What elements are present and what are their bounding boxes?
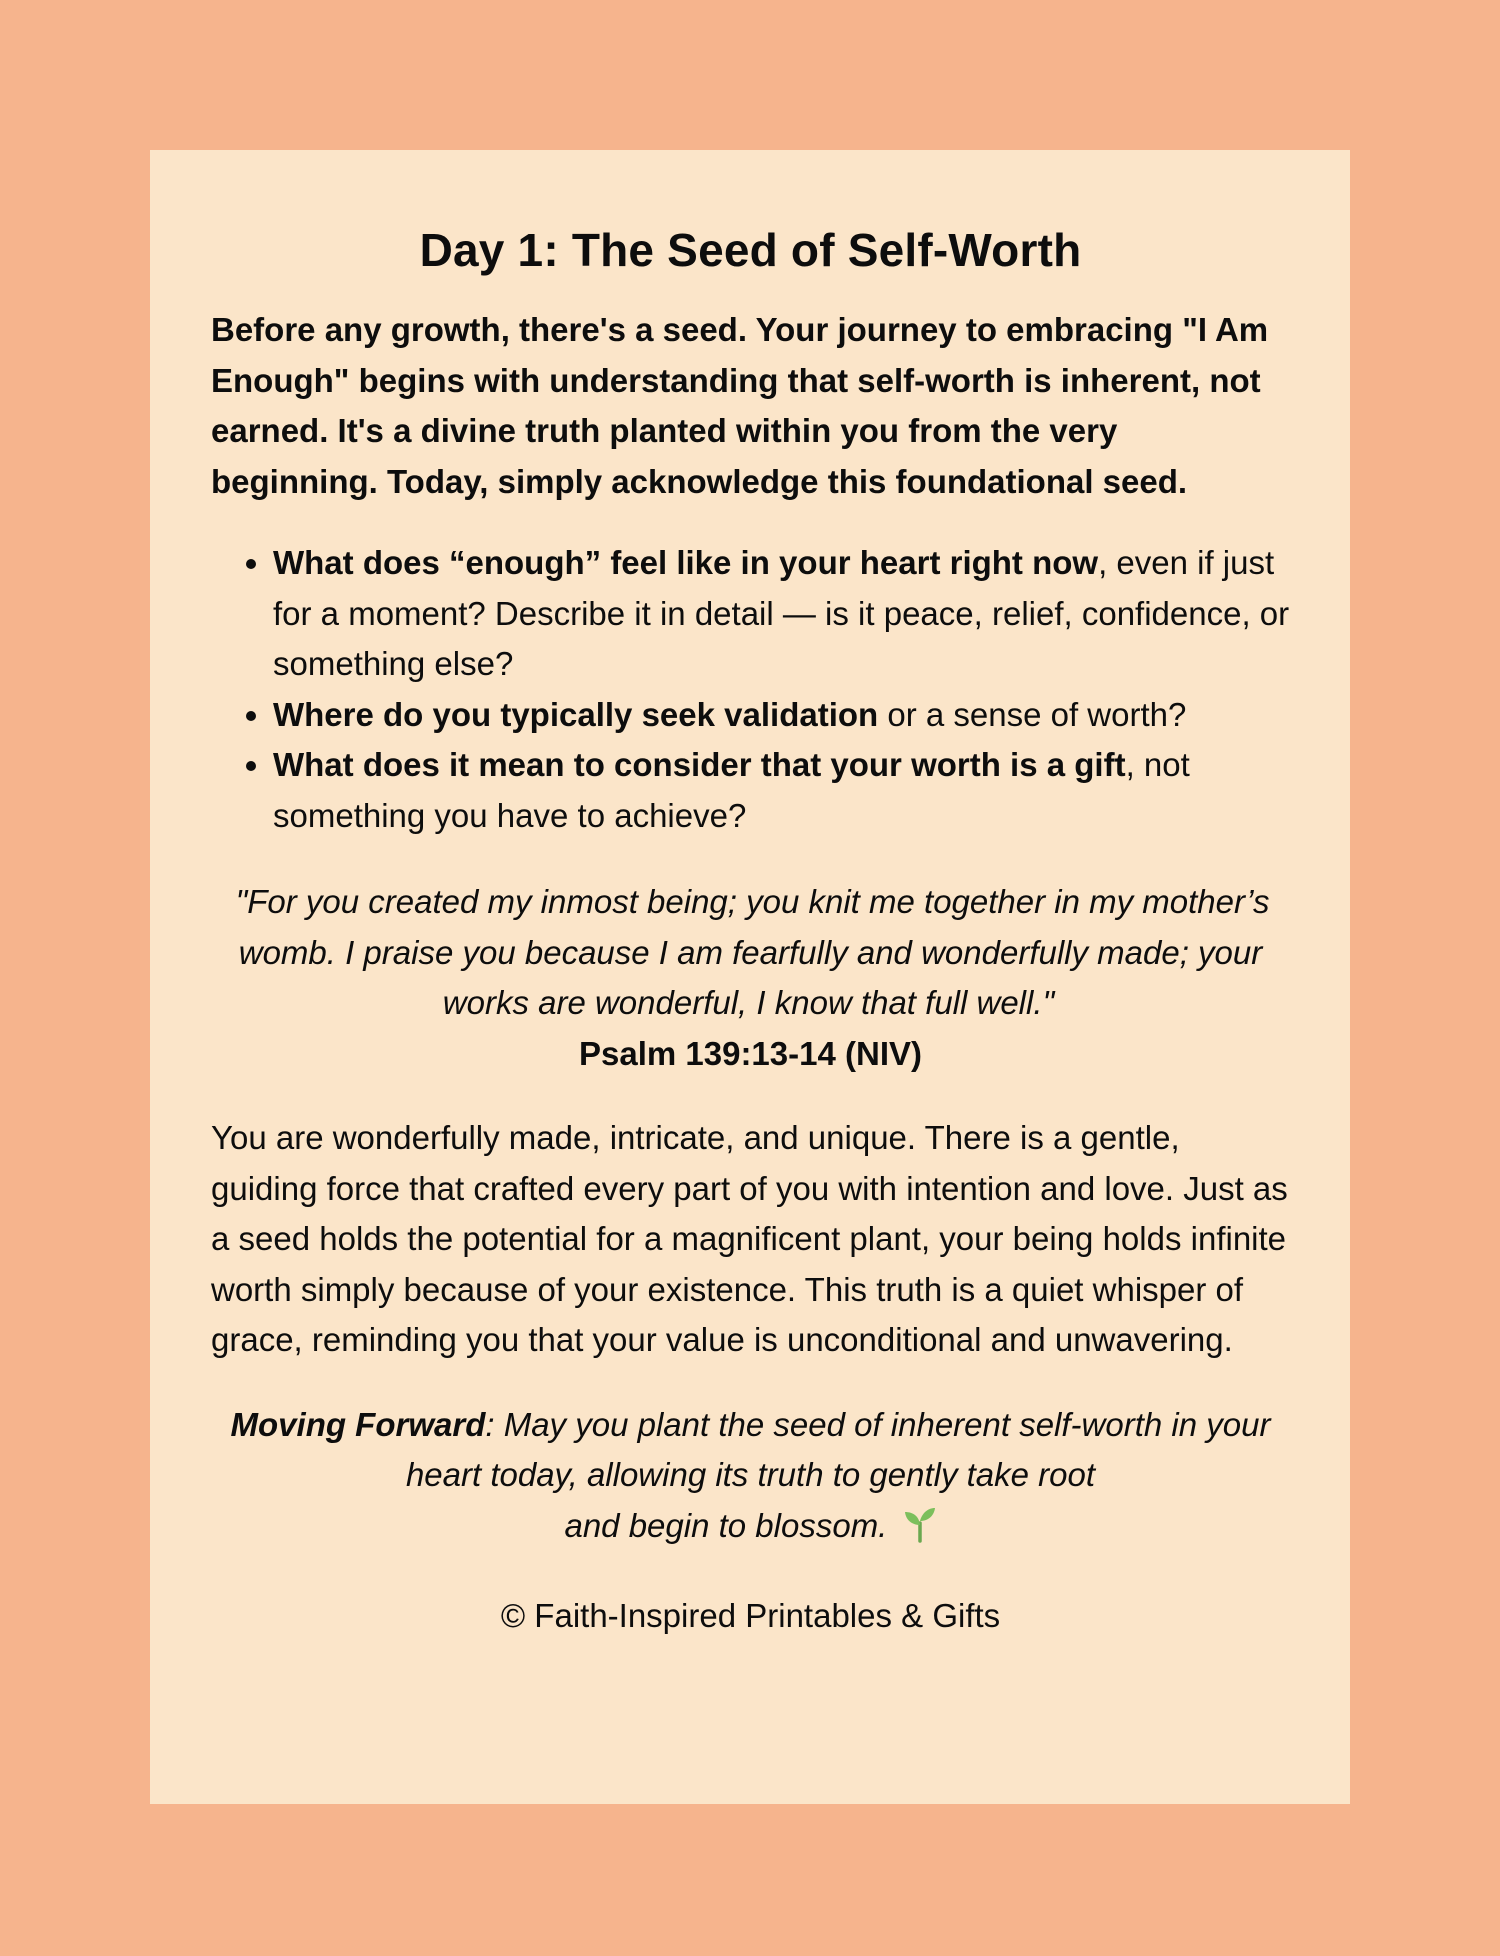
prompt-question: What does it mean to consider that your worth is a gift: [273, 746, 1126, 783]
closing-blessing: [211, 1400, 1290, 1552]
copyright-footer: © Faith-Inspired Printables & Gifts: [500, 1597, 1001, 1634]
devotional-card: [150, 150, 1350, 1804]
intro-paragraph: Before any growth, there's a seed. Your journey to embracing "I Am Enough" begins with understanding that self-worth is inherent, not earned. It's a divine truth planted within you from the very beginning. Today, simply acknowledge this foundational seed.: [211, 311, 1269, 500]
list-item: [273, 538, 1290, 690]
reflection-paragraph: You are wonderfully made, intricate, and unique. There is a gentle, guiding force that crafted every part of you with intention and love. Just as a seed holds the potential for a magnificent plant, your being holds infinite worth simply because of your existence. This truth is a quiet whisper of grace, reminding you that your value is unconditional and unwavering.: [211, 1119, 1288, 1358]
list-item: [273, 740, 1290, 841]
scripture-reference: Psalm 139:13-14 (NIV): [578, 1034, 922, 1072]
prompt-text: or a sense of worth?: [878, 695, 1187, 733]
page-title: Day 1: The Seed of Self-Worth: [419, 224, 1082, 276]
scripture-quote: [211, 877, 1290, 1079]
closing-lead: Moving Forward: [230, 1405, 486, 1443]
closing-line-2: and begin to blossom.: [564, 1506, 888, 1544]
prompt-text: , even if just for a moment? Describe it in detail — is it peace, relief, confidence, or something else?: [273, 544, 1290, 682]
prompt-text: , not something you have to achieve?: [273, 746, 1190, 834]
prompt-question: Where do you typically seek validation: [273, 695, 879, 733]
list-item: [273, 690, 1290, 741]
closing-line-1: : May you plant the seed of inherent self-worth in your heart today, allowing its truth to gently take root: [405, 1405, 1271, 1493]
reflection-prompts-list: [211, 538, 1290, 841]
prompt-question: What does “enough” feel like in your heart right now: [273, 544, 1099, 581]
scripture-verse: "For you created my inmost being; you knit me together in my mother’s womb. I praise you because I am fearfully and wonderfully made; your works are wonderful, I know that full well.": [235, 883, 1270, 1021]
sprout-icon: [903, 1505, 937, 1543]
